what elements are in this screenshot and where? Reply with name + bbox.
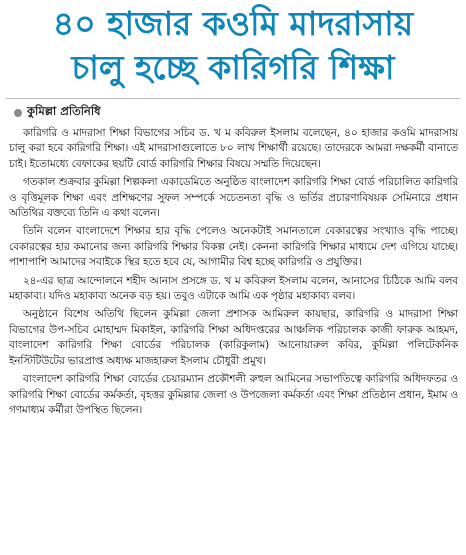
bullet-icon xyxy=(14,109,22,117)
byline-text: কুমিল্লা প্রতিনিধি xyxy=(27,104,101,118)
article-body xyxy=(0,126,466,418)
article-paragraph-6: বাংলাদেশ কারিগরি শিক্ষা বোর্ডের চেয়ারম্যান প্রকৌশলী রুহুল আমিনের সভাপতিত্বে কারিগরি অধিদফতর ও কারিগরি শিক্ষা বোর্ডের কর্মকর্তা, বৃহত্তর কুমিল্লার জেলা ও উপজেলা কর্মকর্তা এবং শিক্ষা প্রতিষ্ঠান প্রধান, ইমাম ও গণমাধ্যম কর্মীরা উপস্থিত ছিলেন। xyxy=(9,373,458,416)
article-paragraph-4: ২৪-এর ছাত্র আন্দোলনে শহীদ আনাস প্রসঙ্গে ড. খ ম কবিরুল ইসলাম বলেন, আনাসের চিঠিকে আমি বলব মহাকাব্য। যদিও মহাকাব্য অনেক বড় হয়। তবুও এটাকে আমি এক পৃষ্ঠার মহাকাব্য বলব। xyxy=(9,274,458,303)
headline-line-1: ৪০ হাজার কওমি মাদরাসায় xyxy=(52,4,414,43)
article-paragraph-1: কারিগরি ও মাদরাসা শিক্ষা বিভাগের সচিব ড. খ ম কবিরুল ইসলাম বলেছেন, ৪০ হাজার কওমি মাদরাসায় চালু করা হবে কারিগরি শিক্ষা। এই মাদরাসাগুলোতে ৮০ লাখ শিক্ষার্থী রয়েছে। তাদেরকে আমরা দক্ষকর্মী বানাতে চাই। ইতোমধ্যে বেফাকের ছয়টি বোর্ড কারিগরি শিক্ষার বিষয়ে সম্মতি দিয়েছেন। xyxy=(9,127,458,170)
article-paragraph-3: তিনি বলেন বাংলাদেশে শিক্ষার হার বৃদ্ধি পেলেও অনেকটাই সমানতালে বেকারত্বের সংখ্যাও বৃদ্ধি পাচ্ছে। বেকারত্বের হার কমানোর জন্য কারিগরি শিক্ষার বিকল্প নেই। কেননা কারিগরি শিক্ষার মাধ্যমে দেশ এগিয়ে যাচ্ছে। পাশাপাশি আমাদের সবাইকে স্থির হতে হবে যে, আগামীর বিশ্ব হচ্ছে কারিগরি ও প্রযুক্তির। xyxy=(9,225,458,269)
newspaper-clipping xyxy=(0,2,466,418)
byline xyxy=(14,103,466,122)
article-paragraph-5: অনুষ্ঠানে বিশেষ অতিথি ছিলেন কুমিল্লা জেলা প্রশাসক আমিরুল কায়ছার, কারিগরি ও মাদরাসা শিক্ষা বিভাগের উপ-সচিব মোহাম্মদ মিকাইল, কারিগরি শিক্ষা অধিদপ্তরের আঞ্চলিক পরিচালক কাজী ফারুক আহমদ, বাংলাদেশ কারিগরি শিক্ষা বোর্ডের পরিচালক (কারিকুলাম) আনোয়ারুল কবির, কুমিল্লা পলিটেকনিক ইনস্টিটিউটের ভারপ্রাপ্ত অধ্যক্ষ মাজহারুল ইসলাম চৌধুরী প্রমুখ। xyxy=(9,308,458,367)
divider xyxy=(6,98,460,99)
article-paragraph-2: গতকাল শুক্রবার কুমিল্লা শিল্পকলা একাডেমিতে অনুষ্ঠিত বাংলাদেশ কারিগরি শিক্ষা বোর্ড পরিচালিত কারিগরি ও বৃত্তিমূলক শিক্ষা এবং প্রশিক্ষণের সুফল সম্পর্কে সচেতনতা বৃদ্ধি ও ভর্তির প্রচারণাবিষয়ক সেমিনারে প্রধান অতিথির বক্তব্যে তিনি এ কথা বলেন। xyxy=(9,176,458,220)
headline-line-2: চালু হচ্ছে কারিগরি শিক্ষা xyxy=(71,48,395,87)
headline xyxy=(0,2,466,90)
